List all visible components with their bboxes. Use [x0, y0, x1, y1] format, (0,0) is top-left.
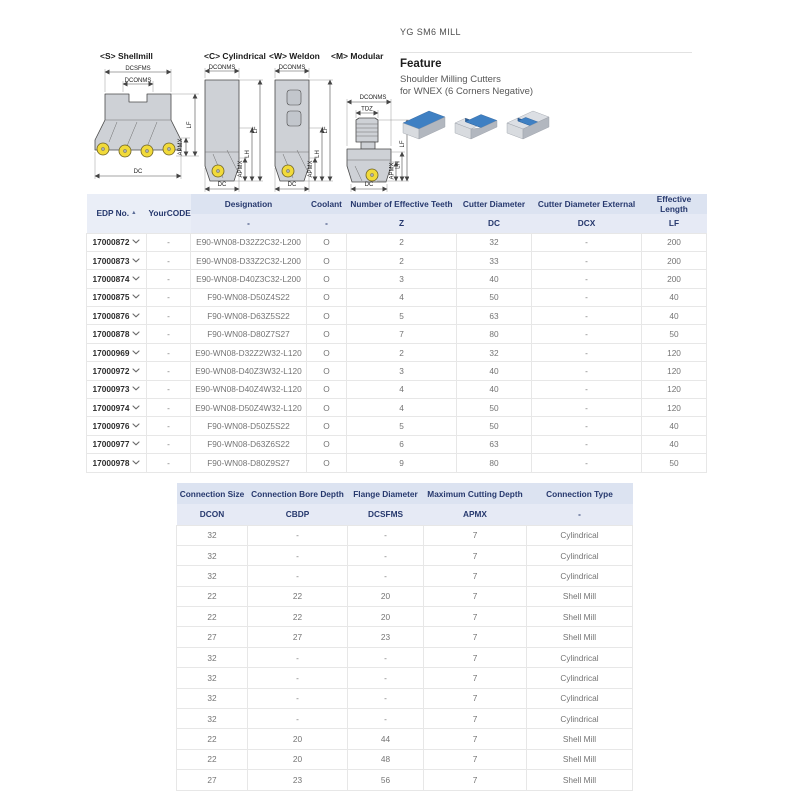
edp-number: 17000969	[92, 347, 130, 358]
chevron-down-icon	[132, 423, 140, 428]
col-header-designation: Designation	[191, 194, 307, 214]
dcsfms-cell: 20	[348, 586, 424, 606]
dcon-cell: 22	[177, 729, 248, 749]
dcsfms-cell: 23	[348, 627, 424, 647]
cutter-diameter-cell: 40	[457, 270, 532, 288]
designation-cell: F90-WN08-D50Z5S22	[191, 417, 307, 435]
designation-cell: F90-WN08-D80Z7S27	[191, 325, 307, 343]
designation-cell: E90-WN08-D32Z2C32-L200	[191, 233, 307, 251]
chevron-down-icon	[132, 239, 140, 244]
table-row	[87, 454, 707, 472]
coolant-cell: O	[307, 270, 347, 288]
edp-cell[interactable]	[87, 343, 147, 361]
edp-cell[interactable]	[87, 362, 147, 380]
apmx-cell: 7	[424, 647, 527, 667]
dim-dc: DC	[364, 182, 374, 188]
cutter-diameter-external-cell: -	[532, 288, 642, 306]
divider	[400, 52, 692, 53]
weldon-flat	[287, 90, 301, 105]
dim-lh: LH	[315, 150, 321, 158]
chevron-down-icon	[132, 368, 140, 373]
cutter-diameter-external-cell: -	[532, 325, 642, 343]
dcsfms-cell: -	[348, 647, 424, 667]
connection-table	[176, 483, 633, 791]
connection-type-cell: Cylindrical	[527, 525, 633, 545]
cbdp-cell: 22	[248, 586, 348, 606]
dim-apmx: APMX	[178, 138, 184, 156]
series-title: YG SM6 MILL	[400, 27, 461, 37]
dcsfms-cell: -	[348, 545, 424, 565]
edp-number: 17000878	[92, 329, 130, 340]
designation-cell: E90-WN08-D40Z3C32-L200	[191, 270, 307, 288]
table-row	[87, 270, 707, 288]
dim-dc: DC	[133, 169, 143, 175]
table-row	[177, 525, 633, 545]
apmx-cell: 7	[424, 749, 527, 769]
dim-dconms: DCONMS	[124, 78, 152, 84]
table-row	[87, 435, 707, 453]
effective-length-cell: 50	[642, 325, 707, 343]
table-row	[87, 362, 707, 380]
cbdp-cell: 20	[248, 729, 348, 749]
table-row	[177, 770, 633, 790]
coolant-cell: O	[307, 417, 347, 435]
edp-cell[interactable]	[87, 270, 147, 288]
col-symbol-designation: -	[191, 214, 307, 233]
chevron-down-icon	[132, 350, 140, 355]
connection-type-cell: Cylindrical	[527, 647, 633, 667]
chevron-down-icon	[132, 258, 140, 263]
table-row	[177, 749, 633, 769]
weldon-diagram	[267, 64, 335, 194]
yourcode-cell: -	[147, 270, 191, 288]
teeth-cell: 4	[347, 399, 457, 417]
edp-cell[interactable]	[87, 380, 147, 398]
yourcode-cell: -	[147, 362, 191, 380]
col-symbol-cbdp: CBDP	[248, 504, 348, 525]
table-row	[87, 325, 707, 343]
chevron-down-icon	[132, 276, 140, 281]
feature-title: Feature	[400, 58, 442, 70]
connection-type-cell: Cylindrical	[527, 668, 633, 688]
effective-length-cell: 40	[642, 307, 707, 325]
dcon-cell: 27	[177, 627, 248, 647]
col-header-teeth: Number of Effective Teeth	[347, 194, 457, 214]
milling-operation-icons	[400, 98, 550, 146]
cutter-diameter-external-cell: -	[532, 233, 642, 251]
shoulder-milling-icon	[455, 115, 497, 140]
dim-tdz: TDZ	[361, 106, 373, 113]
table-row	[177, 647, 633, 667]
teeth-cell: 2	[347, 343, 457, 361]
cbdp-cell: -	[248, 545, 348, 565]
col-header-connection-size: Connection Size	[177, 483, 248, 504]
col-symbol-effective-length: LF	[642, 214, 707, 233]
col-header-cutter-diameter: Cutter Diameter	[457, 194, 532, 214]
dcon-cell: 22	[177, 749, 248, 769]
dim-apmx: APMX	[389, 162, 396, 180]
shellmill-label: <S> Shellmill	[100, 51, 153, 61]
dcsfms-cell: -	[348, 688, 424, 708]
col-symbol-apmx: APMX	[424, 504, 527, 525]
yourcode-cell: -	[147, 288, 191, 306]
cutter-diameter-cell: 63	[457, 307, 532, 325]
cutter-diameter-cell: 50	[457, 417, 532, 435]
dcon-cell: 32	[177, 566, 248, 586]
connection-type-cell: Cylindrical	[527, 688, 633, 708]
effective-length-cell: 120	[642, 380, 707, 398]
effective-length-cell: 40	[642, 417, 707, 435]
edp-number: 17000973	[92, 384, 130, 395]
edp-cell[interactable]	[87, 288, 147, 306]
coolant-cell: O	[307, 251, 347, 269]
apmx-cell: 7	[424, 566, 527, 586]
chevron-down-icon	[132, 294, 140, 299]
coolant-cell: O	[307, 399, 347, 417]
dim-dconms: DCONMS	[278, 65, 306, 71]
teeth-cell: 4	[347, 288, 457, 306]
cbdp-cell: -	[248, 709, 348, 729]
dim-lf: LF	[187, 121, 193, 129]
designation-cell: F90-WN08-D63Z5S22	[191, 307, 307, 325]
dcsfms-cell: 44	[348, 729, 424, 749]
edp-number: 17000876	[92, 310, 130, 321]
cutter-diameter-external-cell: -	[532, 270, 642, 288]
cutter-diameter-cell: 50	[457, 399, 532, 417]
table-row	[87, 307, 707, 325]
cylindrical-diagram	[197, 64, 265, 194]
dcon-cell: 27	[177, 770, 248, 790]
cutter-diameter-external-cell: -	[532, 307, 642, 325]
chevron-down-icon	[132, 460, 140, 465]
col-symbol-coolant: -	[307, 214, 347, 233]
col-symbol-dcon: DCON	[177, 504, 248, 525]
effective-length-cell: 200	[642, 251, 707, 269]
dim-dconms: DCONMS	[359, 95, 387, 101]
cylindrical-label: <C> Cylindrical	[204, 51, 266, 61]
apmx-cell: 7	[424, 688, 527, 708]
teeth-cell: 4	[347, 380, 457, 398]
connection-type-cell: Shell Mill	[527, 729, 633, 749]
dcsfms-cell: -	[348, 566, 424, 586]
yourcode-cell: -	[147, 233, 191, 251]
dim-dc: DC	[217, 182, 227, 188]
yourcode-cell: -	[147, 343, 191, 361]
col-symbol-cutter-diameter: DC	[457, 214, 532, 233]
connection-type-cell: Shell Mill	[527, 749, 633, 769]
connection-table-body	[177, 525, 633, 790]
edp-number: 17000972	[92, 365, 130, 376]
edp-number: 17000875	[92, 292, 130, 303]
dim-lf: LF	[323, 126, 329, 134]
dim-apmx: APMX	[238, 160, 244, 178]
chevron-down-icon	[132, 331, 140, 336]
cutter-diameter-cell: 40	[457, 362, 532, 380]
table-row	[177, 545, 633, 565]
edp-cell[interactable]	[87, 435, 147, 453]
connection-type-cell: Cylindrical	[527, 545, 633, 565]
edp-number: 17000873	[92, 255, 130, 266]
coolant-cell: O	[307, 343, 347, 361]
teeth-cell: 7	[347, 325, 457, 343]
coolant-cell: O	[307, 454, 347, 472]
table-row	[87, 417, 707, 435]
connection-type-cell: Shell Mill	[527, 770, 633, 790]
teeth-cell: 3	[347, 362, 457, 380]
yourcode-cell: -	[147, 399, 191, 417]
product-table-body	[87, 233, 707, 472]
teeth-cell: 6	[347, 435, 457, 453]
coolant-cell: O	[307, 380, 347, 398]
table-row	[87, 380, 707, 398]
designation-cell: E90-WN08-D33Z2C32-L200	[191, 251, 307, 269]
connection-type-cell: Cylindrical	[527, 709, 633, 729]
sort-asc-icon: ▲	[131, 210, 137, 217]
teeth-cell: 2	[347, 251, 457, 269]
coolant-cell: O	[307, 362, 347, 380]
apmx-cell: 7	[424, 607, 527, 627]
cutter-diameter-cell: 63	[457, 435, 532, 453]
chevron-down-icon	[132, 441, 140, 446]
cbdp-cell: 23	[248, 770, 348, 790]
slot-milling-icon	[507, 111, 549, 139]
cutter-diameter-cell: 50	[457, 288, 532, 306]
apmx-cell: 7	[424, 525, 527, 545]
cbdp-cell: 22	[248, 607, 348, 627]
effective-length-cell: 120	[642, 343, 707, 361]
dim-lf: LF	[400, 140, 406, 148]
cutter-diameter-external-cell: -	[532, 399, 642, 417]
teeth-cell: 9	[347, 454, 457, 472]
connection-type-cell: Cylindrical	[527, 566, 633, 586]
cbdp-cell: -	[248, 668, 348, 688]
edp-cell[interactable]	[87, 454, 147, 472]
table-row	[87, 399, 707, 417]
cutter-diameter-external-cell: -	[532, 380, 642, 398]
coolant-cell: O	[307, 288, 347, 306]
col-symbol-dcsfms: DCSFMS	[348, 504, 424, 525]
dcon-cell: 32	[177, 688, 248, 708]
coolant-cell: O	[307, 233, 347, 251]
table-row	[177, 688, 633, 708]
weldon-flat	[287, 111, 301, 126]
edp-number: 17000874	[92, 273, 130, 284]
edp-cell[interactable]	[87, 417, 147, 435]
edp-cell[interactable]	[87, 325, 147, 343]
feature-line-2: for WNEX (6 Corners Negative)	[400, 86, 534, 97]
effective-length-cell: 50	[642, 454, 707, 472]
designation-cell: E90-WN08-D50Z4W32-L120	[191, 399, 307, 417]
dcsfms-cell: -	[348, 668, 424, 688]
col-symbol-teeth: Z	[347, 214, 457, 233]
table-row	[87, 288, 707, 306]
apmx-cell: 7	[424, 770, 527, 790]
teeth-cell: 5	[347, 307, 457, 325]
dcon-cell: 22	[177, 586, 248, 606]
col-header-yourcode: YourCODE	[147, 194, 191, 233]
table-row	[177, 627, 633, 647]
designation-cell: F90-WN08-D80Z9S27	[191, 454, 307, 472]
effective-length-cell: 200	[642, 270, 707, 288]
face-milling-icon	[403, 111, 445, 139]
yourcode-cell: -	[147, 454, 191, 472]
feature-line-1: Shoulder Milling Cutters	[400, 74, 501, 85]
apmx-cell: 7	[424, 545, 527, 565]
product-table	[86, 194, 707, 473]
edp-cell[interactable]	[87, 251, 147, 269]
dim-lh: LH	[395, 161, 402, 169]
cutter-diameter-cell: 40	[457, 380, 532, 398]
modular-label: <M> Modular	[331, 51, 384, 61]
dcon-cell: 32	[177, 545, 248, 565]
yourcode-cell: -	[147, 417, 191, 435]
designation-cell: E90-WN08-D40Z4W32-L120	[191, 380, 307, 398]
dcsfms-cell: -	[348, 709, 424, 729]
col-header-edp[interactable]	[87, 194, 147, 233]
apmx-cell: 7	[424, 627, 527, 647]
dcsfms-cell: -	[348, 525, 424, 545]
effective-length-cell: 40	[642, 288, 707, 306]
dcon-cell: 22	[177, 607, 248, 627]
edp-number: 17000978	[92, 457, 130, 468]
dcon-cell: 32	[177, 647, 248, 667]
dim-dconms: DCONMS	[208, 65, 236, 71]
edp-cell[interactable]	[87, 233, 147, 251]
teeth-cell: 2	[347, 233, 457, 251]
cutter-diameter-cell: 33	[457, 251, 532, 269]
cutter-diameter-cell: 80	[457, 454, 532, 472]
cutter-diameter-cell: 80	[457, 325, 532, 343]
designation-cell: F90-WN08-D63Z6S22	[191, 435, 307, 453]
shellmill-diagram	[85, 64, 200, 194]
table-row	[87, 251, 707, 269]
table-row	[177, 566, 633, 586]
dcsfms-cell: 20	[348, 607, 424, 627]
dcsfms-cell: 48	[348, 749, 424, 769]
cbdp-cell: -	[248, 525, 348, 545]
col-header-effective-length: Effective Length	[642, 194, 707, 214]
chevron-down-icon	[132, 313, 140, 318]
cbdp-cell: -	[248, 566, 348, 586]
edp-number: 17000872	[92, 237, 130, 248]
cutter-diameter-cell: 32	[457, 233, 532, 251]
cbdp-cell: -	[248, 688, 348, 708]
effective-length-cell: 120	[642, 399, 707, 417]
table-row	[177, 668, 633, 688]
table-row	[87, 343, 707, 361]
teeth-cell: 3	[347, 270, 457, 288]
dim-dcsfms: DCSFMS	[125, 66, 151, 72]
table-row	[177, 709, 633, 729]
dcsfms-cell: 56	[348, 770, 424, 790]
chevron-down-icon	[132, 386, 140, 391]
cbdp-cell: 20	[248, 749, 348, 769]
edp-number: 17000976	[92, 421, 130, 432]
apmx-cell: 7	[424, 668, 527, 688]
designation-cell: E90-WN08-D32Z2W32-L120	[191, 343, 307, 361]
dcon-cell: 32	[177, 709, 248, 729]
col-header-coolant: Coolant	[307, 194, 347, 214]
dcon-cell: 32	[177, 668, 248, 688]
col-symbol-connection-type: -	[527, 504, 633, 525]
apmx-cell: 7	[424, 729, 527, 749]
coolant-cell: O	[307, 307, 347, 325]
table-row	[177, 586, 633, 606]
edp-number: 17000977	[92, 439, 130, 450]
cbdp-cell: -	[248, 647, 348, 667]
col-header-connection-bore-depth: Connection Bore Depth	[248, 483, 348, 504]
table-row	[177, 729, 633, 749]
effective-length-cell: 40	[642, 435, 707, 453]
cutter-diameter-external-cell: -	[532, 362, 642, 380]
connection-type-cell: Shell Mill	[527, 627, 633, 647]
edp-cell[interactable]	[87, 399, 147, 417]
apmx-cell: 7	[424, 586, 527, 606]
apmx-cell: 7	[424, 709, 527, 729]
edp-header-label: EDP No.	[96, 208, 130, 219]
dim-apmx: APMX	[308, 160, 314, 178]
yourcode-cell: -	[147, 325, 191, 343]
teeth-cell: 5	[347, 417, 457, 435]
col-header-cutter-diameter-external: Cutter Diameter External	[532, 194, 642, 214]
cutter-diameter-external-cell: -	[532, 417, 642, 435]
yourcode-cell: -	[147, 251, 191, 269]
table-row	[87, 233, 707, 251]
coolant-cell: O	[307, 435, 347, 453]
yourcode-cell: -	[147, 307, 191, 325]
chevron-down-icon	[132, 405, 140, 410]
dcon-cell: 32	[177, 525, 248, 545]
dim-lf: LF	[253, 126, 259, 134]
col-header-flange-diameter: Flange Diameter	[348, 483, 424, 504]
table-row	[177, 607, 633, 627]
edp-cell[interactable]	[87, 307, 147, 325]
modular-diagram	[327, 64, 409, 194]
col-header-max-cutting-depth: Maximum Cutting Depth	[424, 483, 527, 504]
connection-type-cell: Shell Mill	[527, 607, 633, 627]
cutter-diameter-cell: 32	[457, 343, 532, 361]
coolant-cell: O	[307, 325, 347, 343]
cbdp-cell: 27	[248, 627, 348, 647]
cutter-diameter-external-cell: -	[532, 251, 642, 269]
weldon-label: <W> Weldon	[269, 51, 320, 61]
edp-number: 17000974	[92, 402, 130, 413]
col-header-connection-type: Connection Type	[527, 483, 633, 504]
effective-length-cell: 120	[642, 362, 707, 380]
dim-dc: DC	[287, 182, 297, 188]
effective-length-cell: 200	[642, 233, 707, 251]
cutter-diameter-external-cell: -	[532, 454, 642, 472]
designation-cell: F90-WN08-D50Z4S22	[191, 288, 307, 306]
yourcode-cell: -	[147, 380, 191, 398]
designation-cell: E90-WN08-D40Z3W32-L120	[191, 362, 307, 380]
col-symbol-cutter-diameter-external: DCX	[532, 214, 642, 233]
yourcode-cell: -	[147, 435, 191, 453]
connection-type-cell: Shell Mill	[527, 586, 633, 606]
dim-lh: LH	[245, 150, 251, 158]
cutter-diameter-external-cell: -	[532, 435, 642, 453]
cutter-diameter-external-cell: -	[532, 343, 642, 361]
